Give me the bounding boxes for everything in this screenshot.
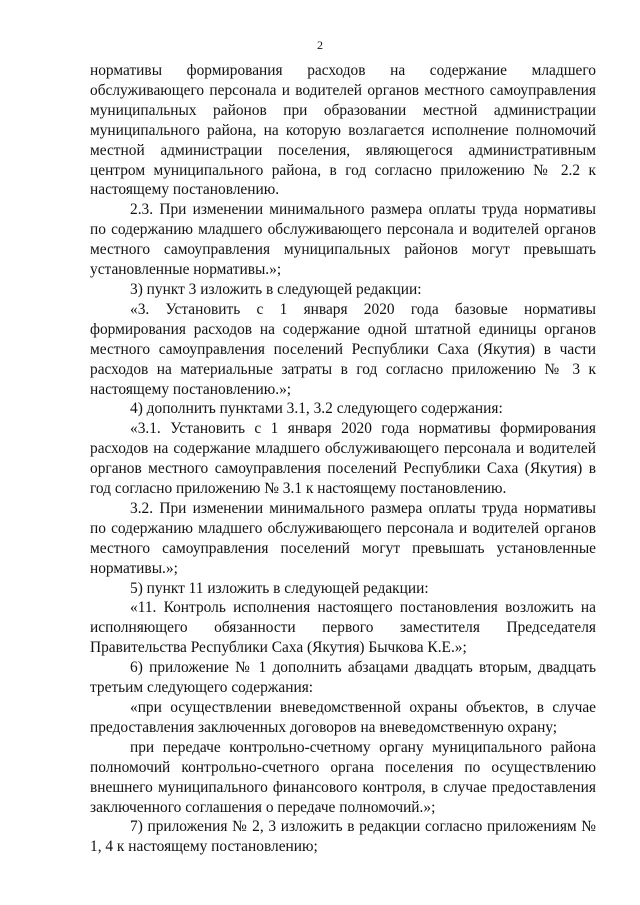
paragraph-clause-11: «11. Контроль исполнения настоящего постановления возложить на исполняющего обязанности первого заместителя Председателя Правительства Республики Саха (Якутия) Бычкова К.Е.»; (90, 599, 596, 657)
paragraph-item-4: 4) дополнить пунктами 3.1, 3.2 следующего содержания: (130, 400, 503, 418)
paragraph-item-5: 5) пункт 11 изложить в следующей редакции: (130, 579, 429, 597)
paragraph-2-3: 2.3. При изменении минимального размера оплаты труда нормативы по содержанию младшего обслуживающего персонала и водителей органов местного самоуправления муниципальных районов могут превышать установленные нормативы.»; (90, 201, 596, 279)
paragraph-item-6: 6) приложение № 1 дополнить абзацами двадцать вторым, двадцать третьим следующего содержания: (90, 659, 596, 697)
paragraph-clause-3: «3. Установить с 1 января 2020 года базовые нормативы формирования расходов на содержание одной штатной единицы органов местного самоуправления поселений Республики Саха (Якутия) в части расходов на материальные затраты в год согласно приложению № 3 к настоящему постановлению.»; (90, 300, 596, 398)
document-body (90, 61, 596, 857)
paragraph-item-7: 7) приложения № 2, 3 изложить в редакции согласно приложениям № 1, 4 к настоящему постановлению; (90, 818, 596, 856)
paragraph-audit-clause: при передаче контрольно-счетному органу муниципального района полномочий контрольно-счетного органа поселения по осуществлению внешнего муниципального финансового контроля, в случае предоставления заключенного соглашения о передаче полномочий.»; (90, 738, 596, 816)
paragraph-security-clause: «при осуществлении вневедомственной охраны объектов, в случае предоставления заключенных договоров на вневедомственную охрану; (90, 699, 596, 736)
paragraph-item-3: 3) пункт 3 изложить в следующей редакции: (130, 280, 422, 298)
page-number: 2 (317, 38, 323, 52)
paragraph-clause-3-1: «3.1. Установить с 1 января 2020 года нормативы формирования расходов на содержание младшего обслуживающего персонала и водителей органов местного самоуправления поселений Республики Саха (Якутия) в год согласно приложению № 3.1 к настоящему постановлению. (90, 420, 596, 498)
paragraph-continuation: нормативы формирования расходов на содержание младшего обслуживающего персонала и водителей органов местного самоуправления муниципальных районов при образовании местной администрации муниципального района, на которую возлагается исполнение полномочий местной администрации поселения, являющегося административным центром муниципального района, в год согласно приложению № 2.2 к настоящему постановлению. (90, 62, 596, 199)
paragraph-clause-3-2: 3.2. При изменении минимального размера оплаты труда нормативы по содержанию младшего обслуживающего персонала и водителей органов местного самоуправления поселений могут превышать установленные нормативы.»; (90, 499, 596, 577)
